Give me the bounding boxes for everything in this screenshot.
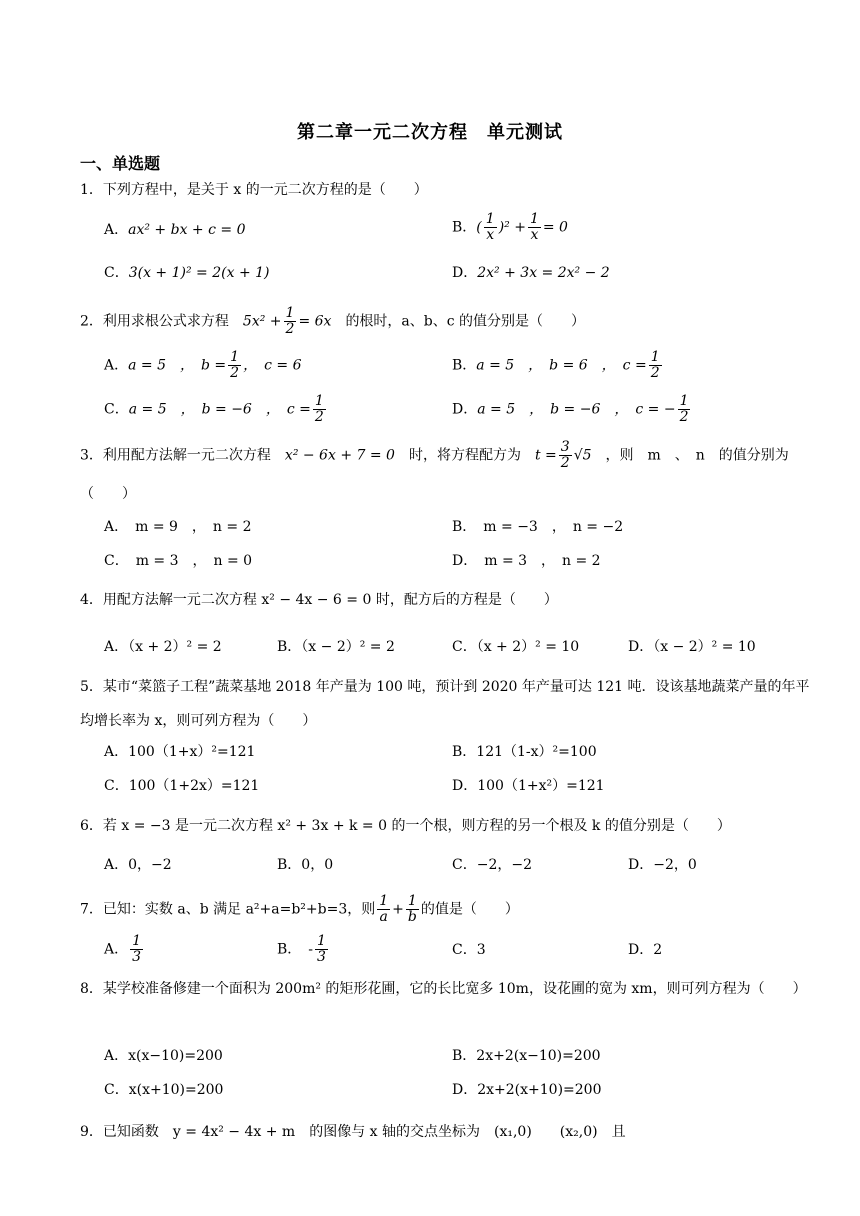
question-2-stem: 2．利用求根公式求方程 5x² + $\frac{1}{2}$ = 6x 的根时，a、b、c 的值分别是（ ） [80,305,586,337]
question-5-option-a[interactable]: A．100（1+x）²=121 [104,744,256,760]
question-2-option-b[interactable]: B．a = 5 ， b = 6 ， c = $\frac{1}{2}$ [452,349,660,381]
question-5-stem: 5．某市“菜篮子工程”蔬菜基地 2018 年产量为 100 吨，预计到 2020 年产量可达 121 吨．设该基地蔬菜产量的年平均增长率为 x，则可列方程为（ ） [80,679,810,729]
question-8-stem: 8．某学校准备修建一个面积为 200m² 的矩形花圃，它的长比宽多 10m，设花圃的宽为 xm，则可列方程为（ ） [80,981,807,997]
question-4-option-a[interactable]: A．（x + 2）² = 2 [104,639,222,655]
question-5-option-c[interactable]: C．100（1+2x）=121 [104,778,260,794]
question-6-option-b[interactable]: B．0，0 [277,857,334,873]
question-4-option-d[interactable]: D．（x − 2）² = 10 [628,639,756,655]
question-7-stem: 7．已知：实数 a、b 满足 a²+a=b²+b=3，则 $\frac{1}{a}$ + $\frac{1}{b}$ 的值是（ ） [80,893,519,925]
fraction: $\frac{1}{2}$ [285,305,295,337]
question-7-option-c[interactable]: C．3 [452,942,486,958]
question-8-option-a[interactable]: A．x(x−10)=200 [104,1048,223,1064]
question-6-option-c[interactable]: C．−2，−2 [452,857,532,873]
fraction: $\frac{1}{3}$ [132,933,142,965]
question-2-option-d[interactable]: D．a = 5 ， b = −6 ， c = − $\frac{1}{2}$ [452,393,689,425]
question-6-stem: 6．若 x = −3 是一元二次方程 x² + 3x + k = 0 的一个根，则方程的另一个根及 k 的值分别是（ ） [80,818,731,834]
question-5-option-d[interactable]: D．100（1+x²）=121 [452,778,605,794]
question-1-option-a[interactable]: A．ax² + bx + c = 0 [104,222,246,238]
fraction: $\frac{1}{x}$ [485,211,495,243]
page-title: 第二章一元二次方程 单元测试 [297,122,563,143]
fraction: $\frac{1}{3}$ [317,933,326,965]
fraction: $\frac{1}{b}$ [407,893,417,925]
question-3-option-a[interactable]: A． m = 9 ， n = 2 [104,519,252,535]
question-4-stem: 4．用配方法解一元二次方程 x² − 4x − 6 = 0 时，配方后的方程是（ ） [80,592,558,608]
question-5-option-b[interactable]: B．121（1-x）²=100 [452,744,597,760]
question-3-option-d[interactable]: D． m = 3 ， n = 2 [452,553,601,569]
question-6-option-a[interactable]: A．0，−2 [104,857,172,873]
question-6-option-d[interactable]: D．−2，0 [628,857,697,873]
question-4-option-b[interactable]: B．（x − 2）² = 2 [277,639,395,655]
question-8-option-d[interactable]: D．2x+2(x+10)=200 [452,1082,602,1098]
question-1-option-d[interactable]: D．2x² + 3x = 2x² − 2 [452,265,610,281]
question-1-stem: 1．下列方程中，是关于 x 的一元二次方程的是（ ） [80,182,428,198]
fraction: $\frac{1}{x}$ [529,211,539,243]
fraction: $\frac{1}{2}$ [650,349,660,381]
fraction: $\frac{1}{2}$ [314,393,324,425]
question-1-option-b[interactable]: B．( $\frac{1}{x}$ )² + $\frac{1}{x}$ = 0 [452,211,568,243]
fraction: $\frac{3}{2}$ [560,439,570,471]
section-heading: 一、单选题 [80,154,161,173]
question-3-option-c[interactable]: C． m = 3 ， n = 0 [104,553,253,569]
question-7-option-d[interactable]: D．2 [628,942,663,958]
fraction: $\frac{1}{2}$ [230,349,240,381]
question-7-option-b[interactable]: B． - $\frac{1}{3}$ [277,933,326,965]
question-1-option-c[interactable]: C．3(x + 1)² = 2(x + 1) [104,265,270,281]
question-9-stem: 9．已知函数 y = 4x² − 4x + m 的图像与 x 轴的交点坐标为 (x₁,0) (x₂,0) 且 [80,1124,626,1140]
question-7-option-a[interactable]: A． $\frac{1}{3}$ [104,933,142,965]
question-8-option-c[interactable]: C．x(x+10)=200 [104,1082,224,1098]
question-3-stem: 3．利用配方法解一元二次方程 x² − 6x + 7 = 0 时，将方程配方为 t = $\frac{3}{2}$ √5 ，则 m 、 n 的值分别为 [80,439,789,471]
question-3-stem-cont: （ ） [80,486,136,502]
question-8-option-b[interactable]: B．2x+2(x−10)=200 [452,1048,601,1064]
question-4-option-c[interactable]: C．（x + 2）² = 10 [452,639,580,655]
fraction: $\frac{1}{2}$ [679,393,689,425]
question-2-option-c[interactable]: C．a = 5 ， b = −6 ， c = $\frac{1}{2}$ [104,393,324,425]
question-2-option-a[interactable]: A．a = 5 ， b = $\frac{1}{2}$ ， c = 6 [104,349,302,381]
question-3-option-b[interactable]: B． m = −3 ， n = −2 [452,519,624,535]
fraction: $\frac{1}{a}$ [379,893,389,925]
